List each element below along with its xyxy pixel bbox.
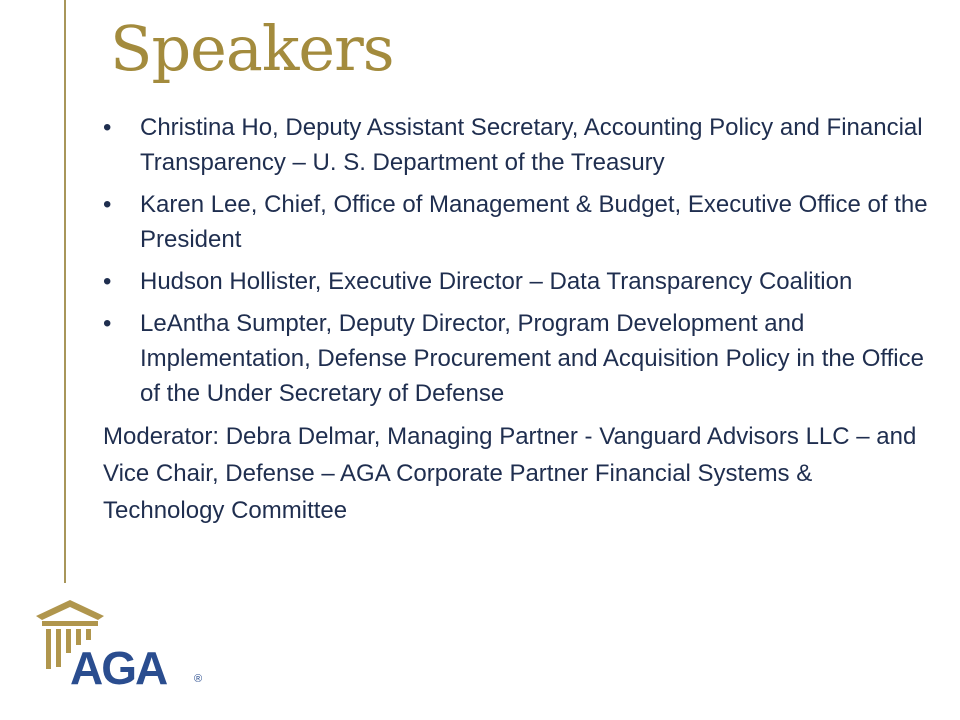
speaker-list	[103, 110, 933, 411]
bullet: •	[103, 114, 112, 141]
speaker-item	[103, 187, 933, 257]
bullet: •	[103, 268, 112, 295]
registered-mark: ®	[194, 673, 203, 685]
speaker-text: Christina Ho, Deputy Assistant Secretary, Accounting Policy and Financial Transparency – U. S. Department of the Treasury	[140, 114, 923, 176]
speaker-item	[103, 110, 933, 180]
logo-wordmark: AGA	[70, 642, 167, 694]
bullet: •	[103, 191, 112, 218]
speaker-text: Hudson Hollister, Executive Director – Data Transparency Coalition	[140, 268, 853, 295]
speaker-item	[103, 306, 933, 411]
speaker-text: LeAntha Sumpter, Deputy Director, Program Development and Implementation, Defense Procurement and Acquisition Policy in the Office of the Under Secretary of Defense	[140, 310, 924, 407]
moderator-text: Moderator: Debra Delmar, Managing Partner - Vanguard Advisors LLC – and Vice Chair, Defense – AGA Corporate Partner Financial Systems & Technology Committee	[103, 423, 917, 524]
vertical-divider	[64, 0, 66, 583]
aga-logo	[28, 596, 218, 696]
speaker-text: Karen Lee, Chief, Office of Management & Budget, Executive Office of the President	[140, 191, 928, 253]
slide-content	[103, 110, 933, 529]
bullet: •	[103, 310, 112, 337]
speaker-item	[103, 264, 933, 299]
slide-title: Speakers	[110, 12, 394, 85]
